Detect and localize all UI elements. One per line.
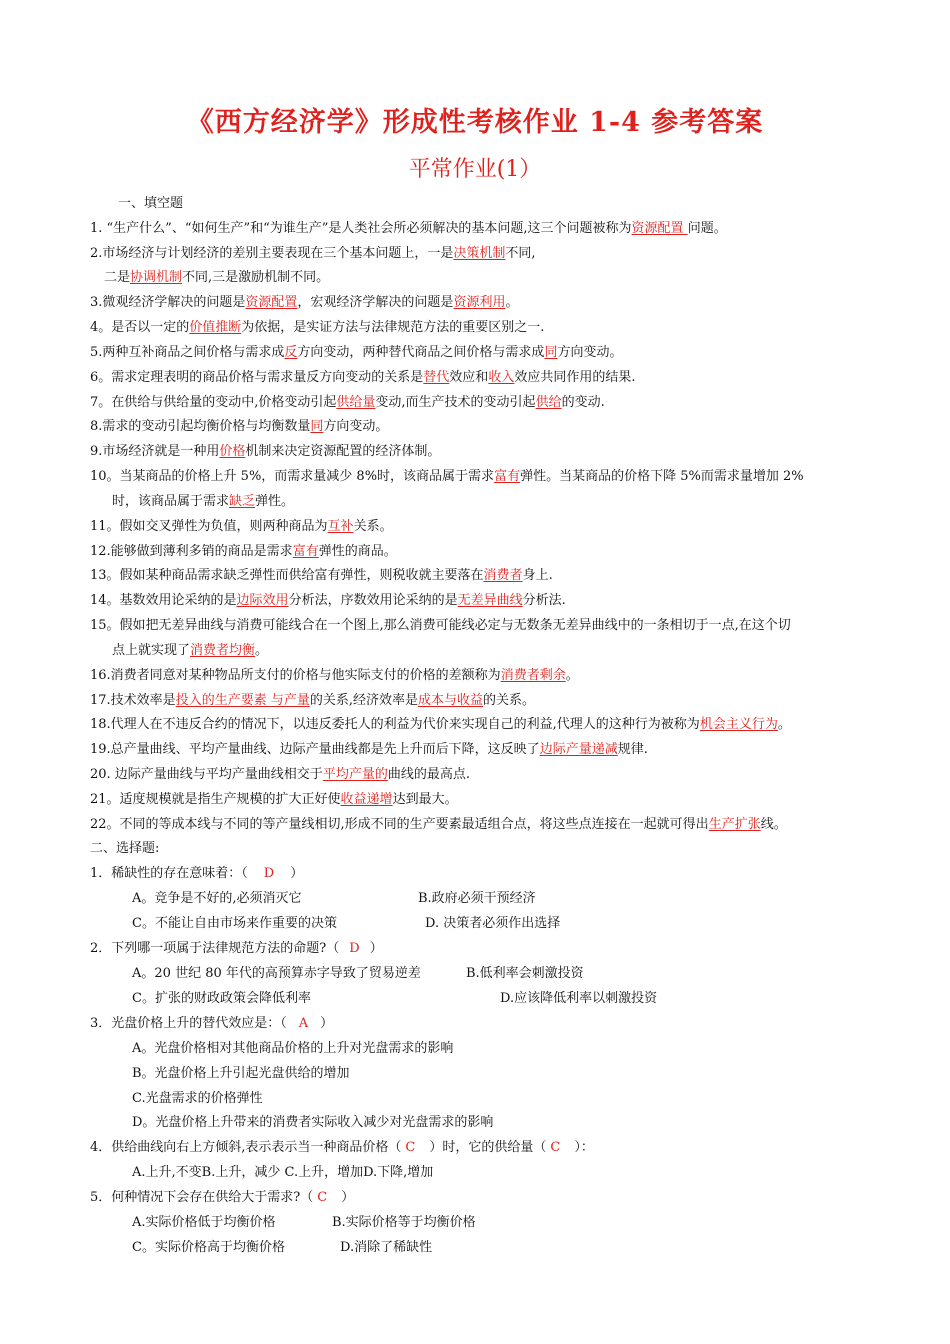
question-18: 18.代理人在不违反合约的情况下，以违反委托人的利益为代价来实现自己的利益,代理人的这种行为被称为机会主义行为。 bbox=[90, 717, 791, 732]
question-20: 20. 边际产量曲线与平均产量曲线相交于平均产量的曲线的最高点. bbox=[90, 767, 470, 782]
question-3: 3.微观经济学解决的问题是资源配置，宏观经济学解决的问题是资源利用。 bbox=[90, 295, 519, 310]
answer: 生产扩张 bbox=[708, 817, 761, 832]
choice-2-a: A。20 世纪 80 年代的高预算赤字导致了贸易逆差 bbox=[132, 966, 421, 981]
answer: 投入的生产要素 与产量 bbox=[175, 693, 310, 708]
question-10: 10。当某商品的价格上升 5%，而需求量减少 8%时，该商品属于需求富有弹性。当某商品的价格下降 5%而需求量增加 2% bbox=[90, 469, 804, 484]
answer: 价值推断 bbox=[189, 320, 242, 335]
question-2-cont: 二是协调机制不同,三是激励机制不同。 bbox=[104, 270, 330, 285]
choice-1-d: D. 决策者必须作出选择 bbox=[425, 916, 561, 931]
answer: 无差异曲线 bbox=[457, 593, 523, 608]
question-15: 15。假如把无差异曲线与消费可能线合在一个图上,那么消费可能线必定与无数条无差异曲线中的一条相切于一点,在这个切 bbox=[90, 618, 791, 633]
answer: 供给量 bbox=[336, 395, 376, 410]
answer: 收益递增 bbox=[340, 792, 393, 807]
answer: 收入 bbox=[488, 370, 515, 385]
question-22: 22。不同的等成本线与不同的等产量线相切,形成不同的生产要素最适组合点，将这些点连接在一起就可得出生产扩张线。 bbox=[90, 817, 787, 832]
answer: 决策机制 bbox=[453, 246, 506, 261]
choice-1-c: C。不能让自由市场来作重要的决策 bbox=[132, 916, 337, 931]
answer: D bbox=[263, 866, 275, 881]
choice-1-stem: 1．稀缺性的存在意味着：（ D ） bbox=[90, 866, 304, 881]
choice-2-stem: 2．下列哪一项属于法律规范方法的命题?（ D ） bbox=[90, 941, 383, 956]
answer: 成本与收益 bbox=[417, 693, 483, 708]
answer: 缺乏 bbox=[229, 494, 256, 509]
choice-1-a: A。竞争是不好的,必须消灭它 bbox=[132, 891, 302, 906]
choice-3-stem: 3．光盘价格上升的替代效应是：（ A ） bbox=[90, 1016, 334, 1031]
answer: C bbox=[405, 1140, 416, 1155]
answer: 机会主义行为 bbox=[699, 717, 778, 732]
question-13: 13。假如某种商品需求缺乏弹性而供给富有弹性，则税收就主要落在消费者身上. bbox=[90, 568, 553, 583]
answer: 边际产量递减 bbox=[539, 742, 618, 757]
answer: 资源配置 bbox=[245, 295, 298, 310]
question-11: 11。假如交叉弹性为负值，则两种商品为互补关系。 bbox=[90, 519, 393, 534]
question-5: 5.两种互补商品之间价格与需求成反方向变动，两种替代商品之间价格与需求成同方向变动。 bbox=[90, 345, 623, 360]
answer: 消费者剩余 bbox=[500, 668, 566, 683]
choice-2-d: D.应该降低利率以刺激投资 bbox=[500, 991, 658, 1006]
choice-5-stem: 5．何种情况下会存在供给大于需求?（ C ） bbox=[90, 1190, 355, 1205]
section-choice: 二、选择题: bbox=[90, 841, 160, 856]
answer: 同 bbox=[310, 419, 324, 434]
page-subtitle: 平常作业(1） bbox=[408, 157, 542, 182]
answer: 平均产量的 bbox=[322, 767, 388, 782]
choice-3-d: D。光盘价格上升带来的消费者实际收入减少对光盘需求的影响 bbox=[132, 1115, 494, 1130]
answer: 富有 bbox=[292, 544, 319, 559]
answer: 互补 bbox=[327, 519, 354, 534]
choice-2-b: B.低利率会刺激投资 bbox=[466, 966, 584, 981]
question-2: 2.市场经济与计划经济的差别主要表现在三个基本问题上，一是决策机制不同, bbox=[90, 246, 536, 261]
answer: A bbox=[298, 1016, 309, 1031]
choice-4-stem: 4．供给曲线向右上方倾斜,表示表示当一种商品价格（ C ）时，它的供给量（ C ）： bbox=[90, 1140, 594, 1155]
answer: 资源配置 bbox=[631, 221, 688, 236]
answer: 边际效用 bbox=[236, 593, 289, 608]
choice-5-d: D.消除了稀缺性 bbox=[340, 1240, 433, 1255]
choice-2-c: C。扩张的财政政策会降低利率 bbox=[132, 991, 311, 1006]
page-title: 《西方经济学》形成性考核作业 1-4 参考答案 bbox=[186, 107, 764, 138]
question-7: 7。在供给与供给量的变动中,价格变动引起供给量变动,而生产技术的变动引起供给的变动. bbox=[90, 395, 605, 410]
question-21: 21。适度规模就是指生产规模的扩大正好使收益递增达到最大。 bbox=[90, 792, 458, 807]
choice-3-b: B。光盘价格上升引起光盘供给的增加 bbox=[132, 1066, 350, 1081]
answer: D bbox=[349, 941, 360, 956]
answer: 替代 bbox=[423, 370, 450, 385]
answer: C bbox=[317, 1190, 328, 1205]
choice-3-c: C.光盘需求的价格弹性 bbox=[132, 1091, 263, 1106]
answer: 消费者均衡 bbox=[190, 643, 256, 658]
answer: 资源利用 bbox=[453, 295, 506, 310]
question-19: 19.总产量曲线、平均产量曲线、边际产量曲线都是先上升而后下降，这反映了边际产量递减规律. bbox=[90, 742, 648, 757]
question-16: 16.消费者同意对某种物品所支付的价格与他实际支付的价格的差额称为消费者剩余。 bbox=[90, 668, 579, 683]
question-8: 8.需求的变动引起均衡价格与均衡数量同方向变动。 bbox=[90, 419, 389, 434]
question-4: 4。是否以一定的价值推断为依据，是实证方法与法律规范方法的重要区别之一. bbox=[90, 320, 545, 335]
question-10-cont: 时，该商品属于需求缺乏弹性。 bbox=[112, 494, 295, 509]
answer: 协调机制 bbox=[130, 270, 183, 285]
choice-4-options: A.上升,不变B.上升，减少 C.上升，增加D.下降,增加 bbox=[132, 1165, 434, 1180]
answer: 消费者 bbox=[483, 568, 523, 583]
section-fill-blank: 一、填空题 bbox=[118, 196, 184, 211]
answer: 同 bbox=[544, 345, 558, 360]
choice-3-a: A。光盘价格相对其他商品价格的上升对光盘需求的影响 bbox=[132, 1041, 454, 1056]
question-6: 6。需求定理表明的商品价格与需求量反方向变动的关系是替代效应和收入效应共同作用的结果. bbox=[90, 370, 636, 385]
question-17: 17.技术效率是投入的生产要素 与产量的关系,经济效率是成本与收益的关系。 bbox=[90, 693, 535, 708]
question-14: 14。基数效用论采纳的是边际效用分析法，序数效用论采纳的是无差异曲线分析法. bbox=[90, 593, 566, 608]
choice-5-b: B.实际价格等于均衡价格 bbox=[332, 1215, 476, 1230]
question-12: 12.能够做到薄利多销的商品是需求富有弹性的商品。 bbox=[90, 544, 397, 559]
answer: C bbox=[550, 1140, 561, 1155]
question-15-cont: 点上就实现了消费者均衡。 bbox=[112, 643, 269, 658]
question-1: 1. “生产什么”、“如何生产”和“为谁生产”是人类社会所必须解决的基本问题,这三个问题被称为资源配置 问题。 bbox=[90, 221, 727, 236]
answer: 供给 bbox=[535, 395, 562, 410]
choice-5-c: C。实际价格高于均衡价格 bbox=[132, 1240, 285, 1255]
choice-5-a: A.实际价格低于均衡价格 bbox=[132, 1215, 276, 1230]
choice-1-b: B.政府必须干预经济 bbox=[418, 891, 536, 906]
answer: 富有 bbox=[494, 469, 521, 484]
answer: 反 bbox=[284, 345, 298, 360]
question-9: 9.市场经济就是一种用价格机制来决定资源配置的经济体制。 bbox=[90, 444, 441, 459]
answer: 价格 bbox=[219, 444, 246, 459]
